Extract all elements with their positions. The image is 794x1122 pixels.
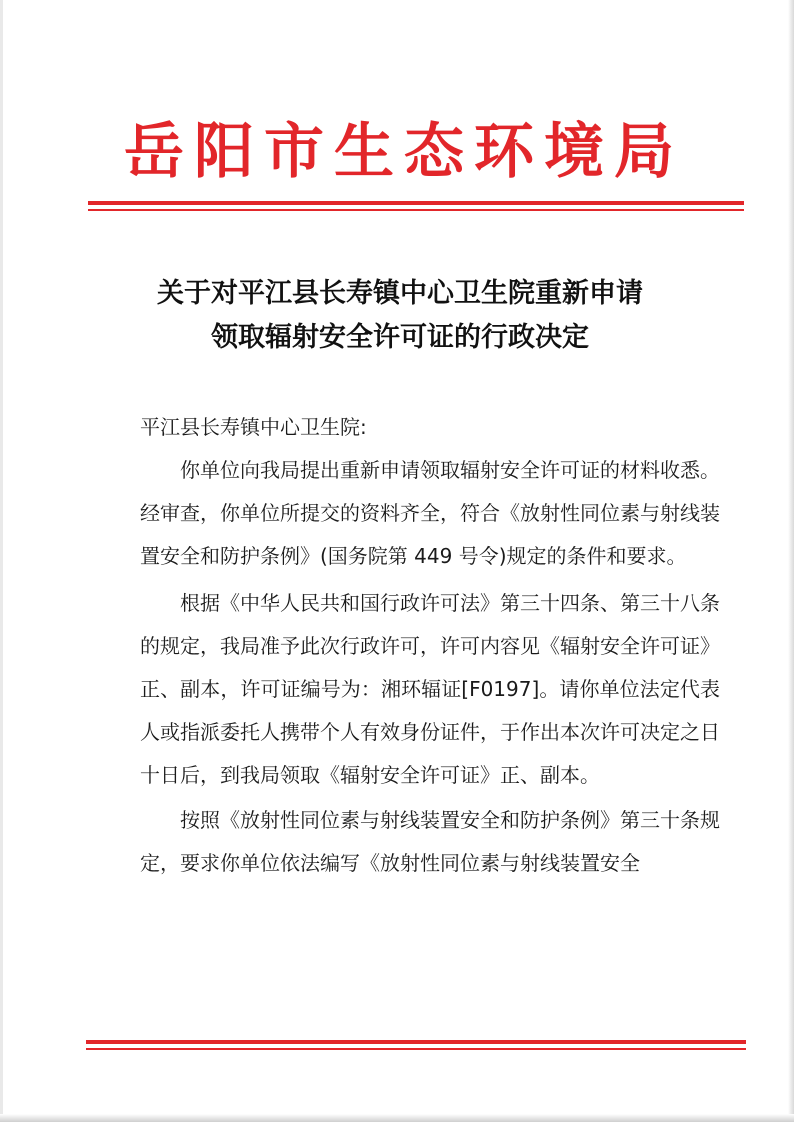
letterhead-rule-thick	[88, 201, 744, 205]
scan-edge-bottom	[0, 1114, 794, 1122]
document-title-line-1: 关于对平江县长寿镇中心卫生院重新申请	[157, 278, 643, 309]
salutation: 平江县长寿镇中心卫生院:	[140, 415, 367, 439]
document-title-line-2: 领取辐射安全许可证的行政决定	[211, 322, 589, 353]
scan-edge-right	[788, 0, 794, 1122]
agency-letterhead: 岳阳市生态环境局	[124, 117, 684, 187]
letterhead-rule-thin	[88, 209, 744, 211]
footer-rule-thick	[86, 1040, 746, 1044]
footer-rule-thin	[86, 1048, 746, 1050]
scan-edge-left	[0, 0, 3, 1122]
paragraph-3: 按照《放射性同位素与射线装置安全和防护条例》第三十条规定，要求你单位依法编写《放射性同位素与射线装置安全	[140, 808, 720, 875]
document-title	[100, 272, 700, 360]
paragraph-1: 你单位向我局提出重新申请领取辐射安全许可证的材料收悉。经审查，你单位所提交的资料齐全，符合《放射性同位素与射线装置安全和防护条例》(国务院第 449 号令)规定的条件和要求。	[140, 458, 720, 568]
paragraph-2: 根据《中华人民共和国行政许可法》第三十四条、第三十八条的规定，我局准予此次行政许可，许可内容见《辐射安全许可证》正、副本，许可证编号为：湘环辐证[F0197]。请你单位法定代表人或指派委托人携带个人有效身份证件，于作出本次许可决定之日十日后，到我局领取《辐射安全许可证》正、副本。	[140, 591, 720, 787]
document-body	[140, 406, 720, 885]
